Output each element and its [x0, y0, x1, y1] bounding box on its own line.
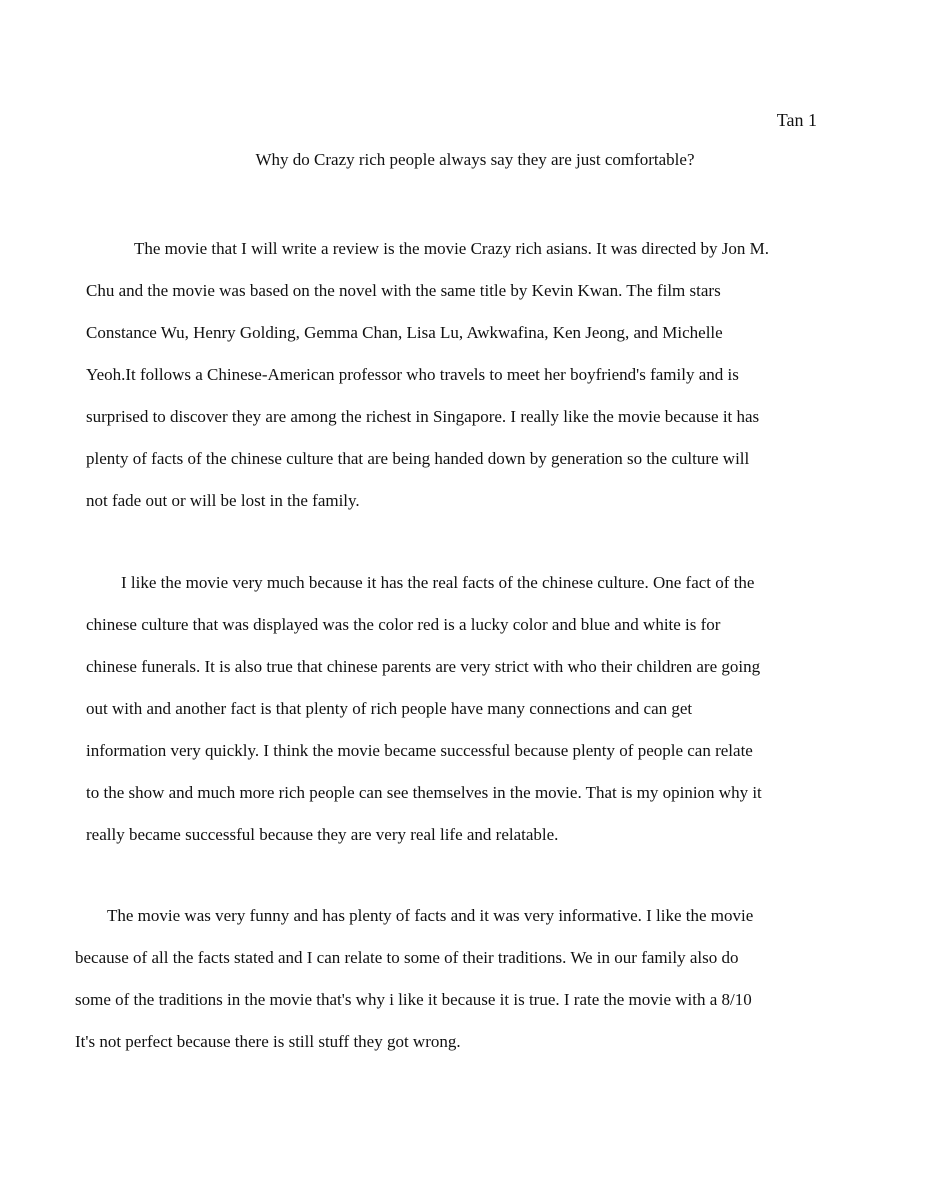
paragraph-line: out with and another fact is that plenty of rich people have many connections and can get — [86, 699, 693, 718]
paragraph-line: It's not perfect because there is still stuff they got wrong. — [75, 1032, 461, 1051]
paragraph-3 — [75, 895, 753, 1063]
paragraph-line: really became successful because they are very real life and relatable. — [86, 825, 559, 844]
paragraph-line: chinese culture that was displayed was the color red is a lucky color and blue and white is for — [86, 615, 721, 634]
paragraph-line: to the show and much more rich people can see themselves in the movie. That is my opinion why it — [86, 783, 762, 802]
paragraph-line: The movie was very funny and has plenty of facts and it was very informative. I like the movie — [107, 906, 754, 925]
paragraph-line: not fade out or will be lost in the family. — [86, 491, 360, 510]
paragraph-line: surprised to discover they are among the richest in Singapore. I really like the movie because it has — [86, 407, 760, 426]
page-header: Tan 1 — [776, 110, 817, 130]
paragraph-line: Chu and the movie was based on the novel with the same title by Kevin Kwan. The film stars — [86, 281, 721, 300]
paragraph-1 — [86, 228, 769, 522]
paragraph-line: Constance Wu, Henry Golding, Gemma Chan, Lisa Lu, Awkwafina, Ken Jeong, and Michelle — [86, 323, 723, 342]
paragraph-line: because of all the facts stated and I can relate to some of their traditions. We in our family also do — [75, 948, 739, 967]
paragraph-line: information very quickly. I think the movie became successful because plenty of people can relate — [86, 741, 753, 760]
paragraph-line: chinese funerals. It is also true that chinese parents are very strict with who their children are going — [86, 657, 761, 676]
essay-title: Why do Crazy rich people always say they are just comfortable? — [255, 150, 695, 169]
paragraph-line: The movie that I will write a review is the movie Crazy rich asians. It was directed by Jon M. — [134, 239, 769, 258]
paragraph-line: I like the movie very much because it has the real facts of the chinese culture. One fact of the — [121, 573, 755, 592]
paragraph-line: Yeoh.It follows a Chinese-American professor who travels to meet her boyfriend's family and is — [86, 365, 739, 384]
paragraph-line: plenty of facts of the chinese culture that are being handed down by generation so the culture will — [86, 449, 750, 468]
paragraph-line: some of the traditions in the movie that's why i like it because it is true. I rate the movie with a 8/10 — [75, 990, 752, 1009]
paragraph-2 — [86, 562, 762, 856]
